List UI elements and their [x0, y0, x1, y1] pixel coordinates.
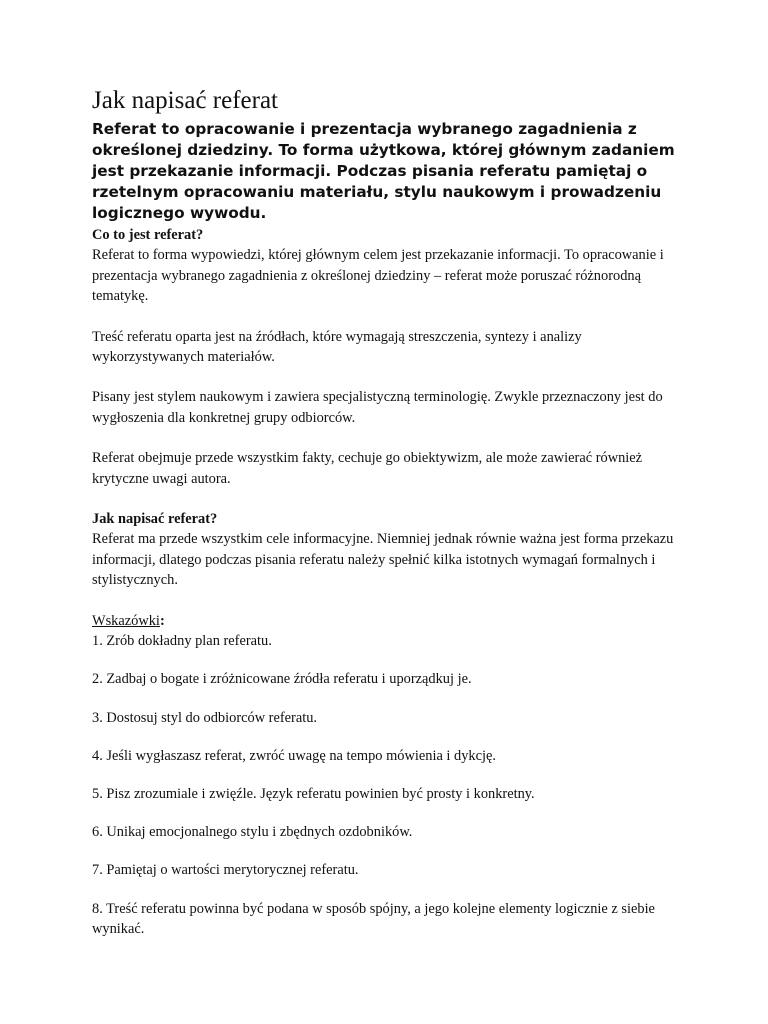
- tips-label-text: Wskazówki: [92, 612, 160, 629]
- section1-paragraph-2: Treść referatu oparta jest na źródłach, które wymagają streszczenia, syntezy i analizy wykorzystywanych materiałów.: [92, 328, 582, 366]
- section-heading-how-to: Jak napisać referat?: [92, 511, 218, 528]
- tips-label-colon: :: [159, 612, 165, 629]
- tips-list-item: 4. Jeśli wygłaszasz referat, zwróć uwagę na tempo mówienia i dykcję.: [92, 747, 496, 764]
- tips-list-item: 1. Zrób dokładny plan referatu.: [92, 633, 272, 650]
- tips-list-item: 7. Pamiętaj o wartości merytorycznej referatu.: [92, 862, 359, 879]
- document-page: [92, 86, 682, 957]
- tips-list-item: 5. Pisz zrozumiale i zwięźle. Język referatu powinien być prosty i konkretny.: [92, 785, 535, 802]
- tips-list-item: 2. Zadbaj o bogate i zróżnicowane źródła referatu i uporządkuj je.: [92, 671, 472, 688]
- lead-paragraph: Referat to opracowanie i prezentacja wybranego zagadnienia z określonej dziedziny. To forma użytkowa, której głównym zadaniem jest przekazanie informacji. Podczas pisania referatu pamiętaj o rzetelnym opracowaniu materiału, stylu naukowym i prowadzeniu logicznego wywodu.: [92, 120, 675, 222]
- section-heading-what-is: Co to jest referat?: [92, 227, 204, 243]
- section1-paragraph-1: Referat to forma wypowiedzi, której głównym celem jest przekazanie informacji. To opracowanie i prezentacja wybranego zagadnienia z określonej dziedziny – referat może poruszać różnorodną tematykę.: [92, 247, 664, 305]
- document-title: Jak napisać referat: [92, 87, 278, 114]
- tips-list-item: 6. Unikaj emocjonalnego stylu i zbędnych ozdobników.: [92, 824, 413, 841]
- tips-list: [92, 631, 682, 939]
- tips-label: [92, 611, 682, 631]
- tips-list-item: 3. Dostosuj styl do odbiorców referatu.: [92, 709, 318, 726]
- section2-paragraph: Referat ma przede wszystkim cele informacyjne. Niemniej jednak równie ważna jest forma przekazu informacji, dlatego podczas pisania referatu należy spełnić kilka istotnych wymagań formalnych i stylistycznych.: [92, 531, 674, 589]
- section1-paragraph-4: Referat obejmuje przede wszystkim fakty, cechuje go obiektywizm, ale może zawierać również krytyczne uwagi autora.: [92, 450, 643, 487]
- tips-list-item: 8. Treść referatu powinna być podana w sposób spójny, a jego kolejne elementy logicznie z siebie wynikać.: [92, 900, 655, 937]
- section1-paragraph-3: Pisany jest stylem naukowym i zawiera specjalistyczną terminologię. Zwykle przeznaczony jest do wygłoszenia dla konkretnej grupy odbiorców.: [92, 389, 663, 426]
